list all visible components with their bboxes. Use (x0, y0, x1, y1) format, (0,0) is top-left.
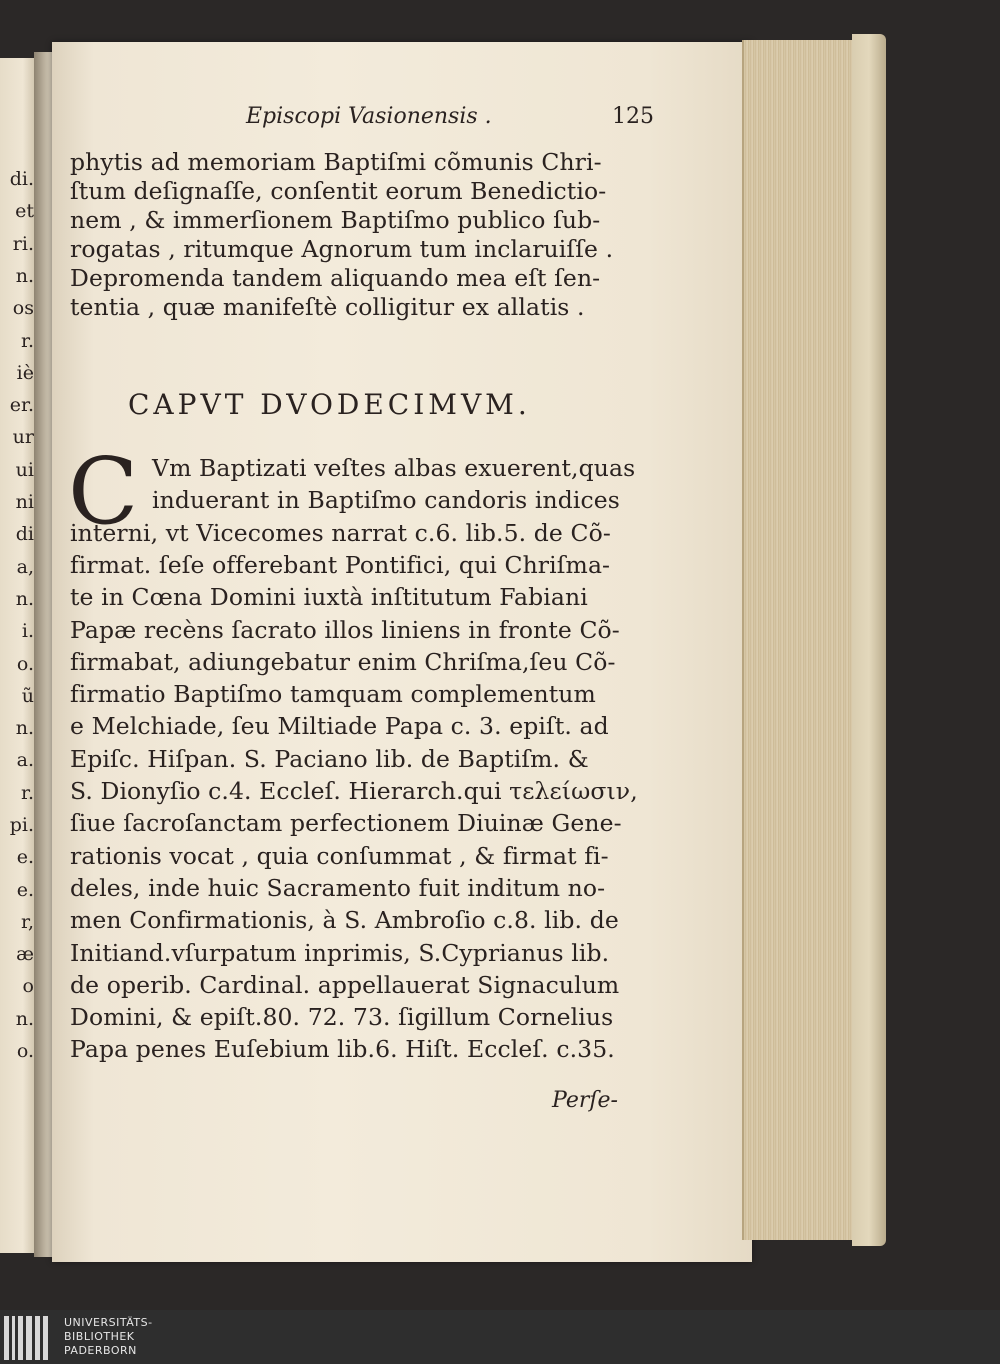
left-page-fragment: pi. (9, 814, 34, 836)
left-page-fragment: ur (12, 426, 34, 448)
drop-cap: C (68, 438, 139, 545)
catchword: Perſe- (552, 1088, 618, 1113)
text-line: tentia , quæ manifeſtè colligitur ex allatis . (70, 293, 585, 321)
text-line: men Confirmationis, à S. Ambroſio c.8. lib. de (70, 906, 619, 934)
left-page-fragment: iè (16, 362, 34, 384)
text-line: Initiand.vſurpatum inprimis, S.Cyprianus lib. (70, 939, 610, 967)
text-line: ſiue ſacroſanctam perfectionem Diuinæ Gene- (70, 809, 622, 837)
text-line: nem , & immerſionem Baptiſmo publico ſub- (70, 206, 601, 234)
left-page-fragment: i. (21, 620, 34, 642)
left-page-fragment: os (12, 297, 34, 319)
text-line: Epiſc. Hiſpan. S. Paciano lib. de Baptiſm. & (70, 745, 589, 773)
running-header: Episcopi Vasionensis . (246, 104, 492, 129)
text-line: Depromenda tandem aliquando mea eſt ſen- (70, 264, 601, 292)
left-page-fragment: n. (15, 717, 34, 739)
left-page-fragment: r. (20, 782, 34, 804)
left-page-fragment: n. (15, 588, 34, 610)
text-line: Domini, & epiſt.80. 72. 73. ſigillum Cornelius (70, 1003, 614, 1031)
text-line: Vm Baptizati veſtes albas exuerent,quas (152, 454, 636, 482)
left-page-fragment: o. (16, 1040, 34, 1062)
book-cover-edge (852, 34, 886, 1246)
left-page-fragment: e. (16, 879, 34, 901)
left-page-fragment: di (15, 523, 34, 545)
left-page-fragment: e. (16, 846, 34, 868)
left-page-fragment: n. (15, 1008, 34, 1030)
footer-line-1: UNIVERSITÄTS- (64, 1316, 153, 1329)
chapter-heading: CAPVT DVODECIMVM. (128, 388, 531, 421)
text-line: de operib. Cardinal. appellauerat Signaculum (70, 971, 620, 999)
text-line: ſtum deſignaſſe, conſentit eorum Benedictio- (70, 177, 607, 205)
text-line: Papæ recèns ſacrato illos liniens in fronte Cõ- (70, 616, 620, 644)
text-line: phytis ad memoriam Baptiſmi cõmunis Chri- (70, 148, 602, 176)
page-block-edges (742, 40, 859, 1240)
left-page-fragment: ri. (12, 233, 34, 255)
text-line: Papa penes Euſebium lib.6. Hiſt. Eccleſ. c.35. (70, 1035, 615, 1063)
footer-line-2: BIBLIOTHEK (64, 1330, 135, 1343)
left-page-fragment: æ (16, 943, 34, 965)
left-page-fragment: r, (20, 911, 34, 933)
left-page-fragment: r. (20, 330, 34, 352)
left-page-fragment: n. (15, 265, 34, 287)
left-page-fragment: a, (16, 556, 34, 578)
left-page-fragment: o (22, 975, 34, 997)
left-page-fragment: a. (16, 749, 34, 771)
text-line: induerant in Baptiſmo candoris indices (152, 486, 620, 514)
text-line: deles, inde huic Sacramento fuit inditum no- (70, 874, 606, 902)
left-page-fragment: ni (15, 491, 34, 513)
text-line: firmat. ſeſe offerebant Pontifici, qui Chriſma- (70, 551, 611, 579)
text-line: firmabat, adiungebatur enim Chriſma,ſeu Cõ- (70, 648, 616, 676)
left-page-fragment: o. (16, 653, 34, 675)
left-page-fragment: ui (15, 459, 34, 481)
text-line: te in Cœna Domini iuxtà inſtitutum Fabiani (70, 583, 588, 611)
left-page-fragment: di. (9, 168, 34, 190)
text-line: S. Dionyſio c.4. Eccleſ. Hierarch.qui τελείωσιν, (70, 777, 638, 805)
text-line: interni, vt Vicecomes narrat c.6. lib.5. de Cõ- (70, 519, 611, 547)
text-line: rogatas , ritumque Agnorum tum inclaruiſſe . (70, 235, 614, 263)
left-page-fragment: et (15, 200, 34, 222)
library-footer (0, 1310, 1000, 1364)
text-line: e Melchiade, ſeu Miltiade Papa c. 3. epiſt. ad (70, 712, 609, 740)
library-logo-icon (4, 1316, 48, 1360)
page-number: 125 (612, 104, 654, 129)
text-line: firmatio Baptiſmo tamquam complementum (70, 680, 596, 708)
left-page-fragment: ũ (21, 685, 34, 707)
left-page-fragment: er. (9, 394, 34, 416)
text-line: rationis vocat , quia conſummat , & firmat fi- (70, 842, 609, 870)
footer-line-3: PADERBORN (64, 1344, 137, 1357)
